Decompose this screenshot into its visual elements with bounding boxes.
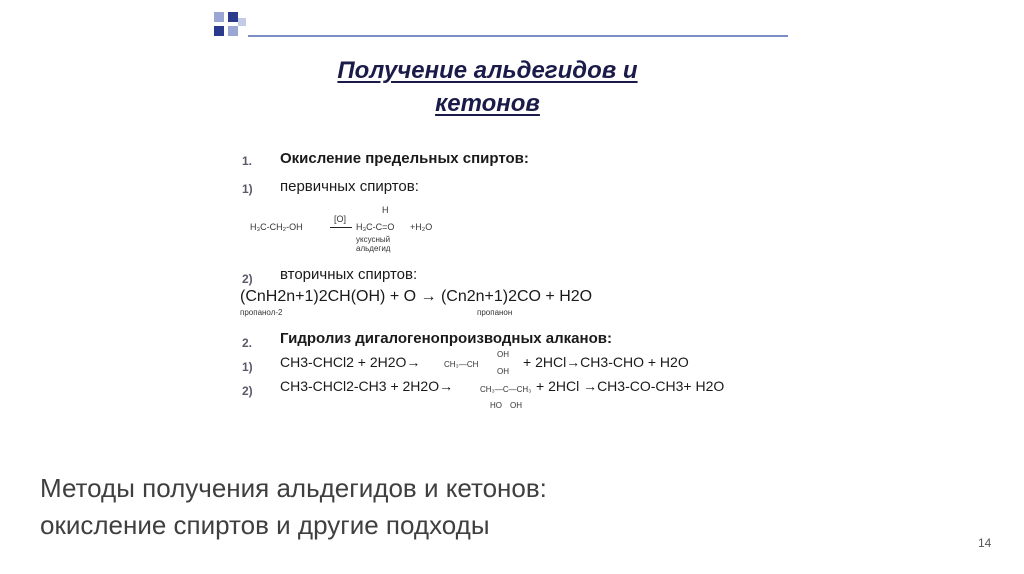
slide-image: Получение альдегидов и кетонов 1. Окисление предельных спиртов: 1) первичных спиртов: H₃C-CH₂-OH [O] H H₃C-C=O +H₂O уксусный альдегид 2) вторичных спиртов: (CnH2n+1)2CH(OH) + O → (Cn2n+1)2CO + H2O пропанол-2 пропанон 2. Гидролиз дигалогенопроизводных алканов: 1) CH3-CHCl2 + 2H2O→ CH₃—CH OH OH + 2HCl→CH3-CHO + H2O 2) CH3-CHCl2-CH3 + 2H2O→ CH₃—C—CH₃ HO OH + 2HCl →CH3-CO-CH3+ H2O (210, 8, 800, 433)
item-number: 1) (242, 360, 253, 374)
section-number: 1. (242, 154, 253, 168)
slide-caption (40, 470, 547, 544)
decor-square (228, 26, 238, 36)
header-rule (248, 35, 788, 37)
decor-square (214, 12, 224, 22)
page-number: 14 (978, 536, 992, 550)
slide-title: Получение альдегидов и кетонов (337, 57, 638, 117)
item-text: вторичных спиртов: (280, 266, 418, 283)
reaction-arrow (330, 227, 352, 228)
section-heading: Окисление предельных спиртов: (280, 150, 529, 167)
item-number: 2) (242, 384, 253, 398)
item-text: первичных спиртов: (280, 178, 419, 195)
caption-line: Методы получения альдегидов и кетонов: (40, 473, 547, 503)
decor-square (228, 12, 238, 22)
reaction-oxidation-secondary: (CnH2n+1)2CH(OH) + O → (Cn2n+1)2CO + H2O (240, 288, 593, 305)
item-number: 1) (242, 182, 253, 196)
section-heading: Гидролиз дигалогенопроизводных алканов: (280, 330, 612, 347)
decor-square (238, 18, 246, 26)
section-number: 2. (242, 336, 253, 350)
caption-line: окисление спиртов и другие подходы (40, 510, 490, 540)
reaction-label: пропанол-2 (240, 308, 283, 317)
decor-square (214, 26, 224, 36)
item-number: 2) (242, 272, 253, 286)
reaction-label: пропанон (477, 308, 513, 317)
